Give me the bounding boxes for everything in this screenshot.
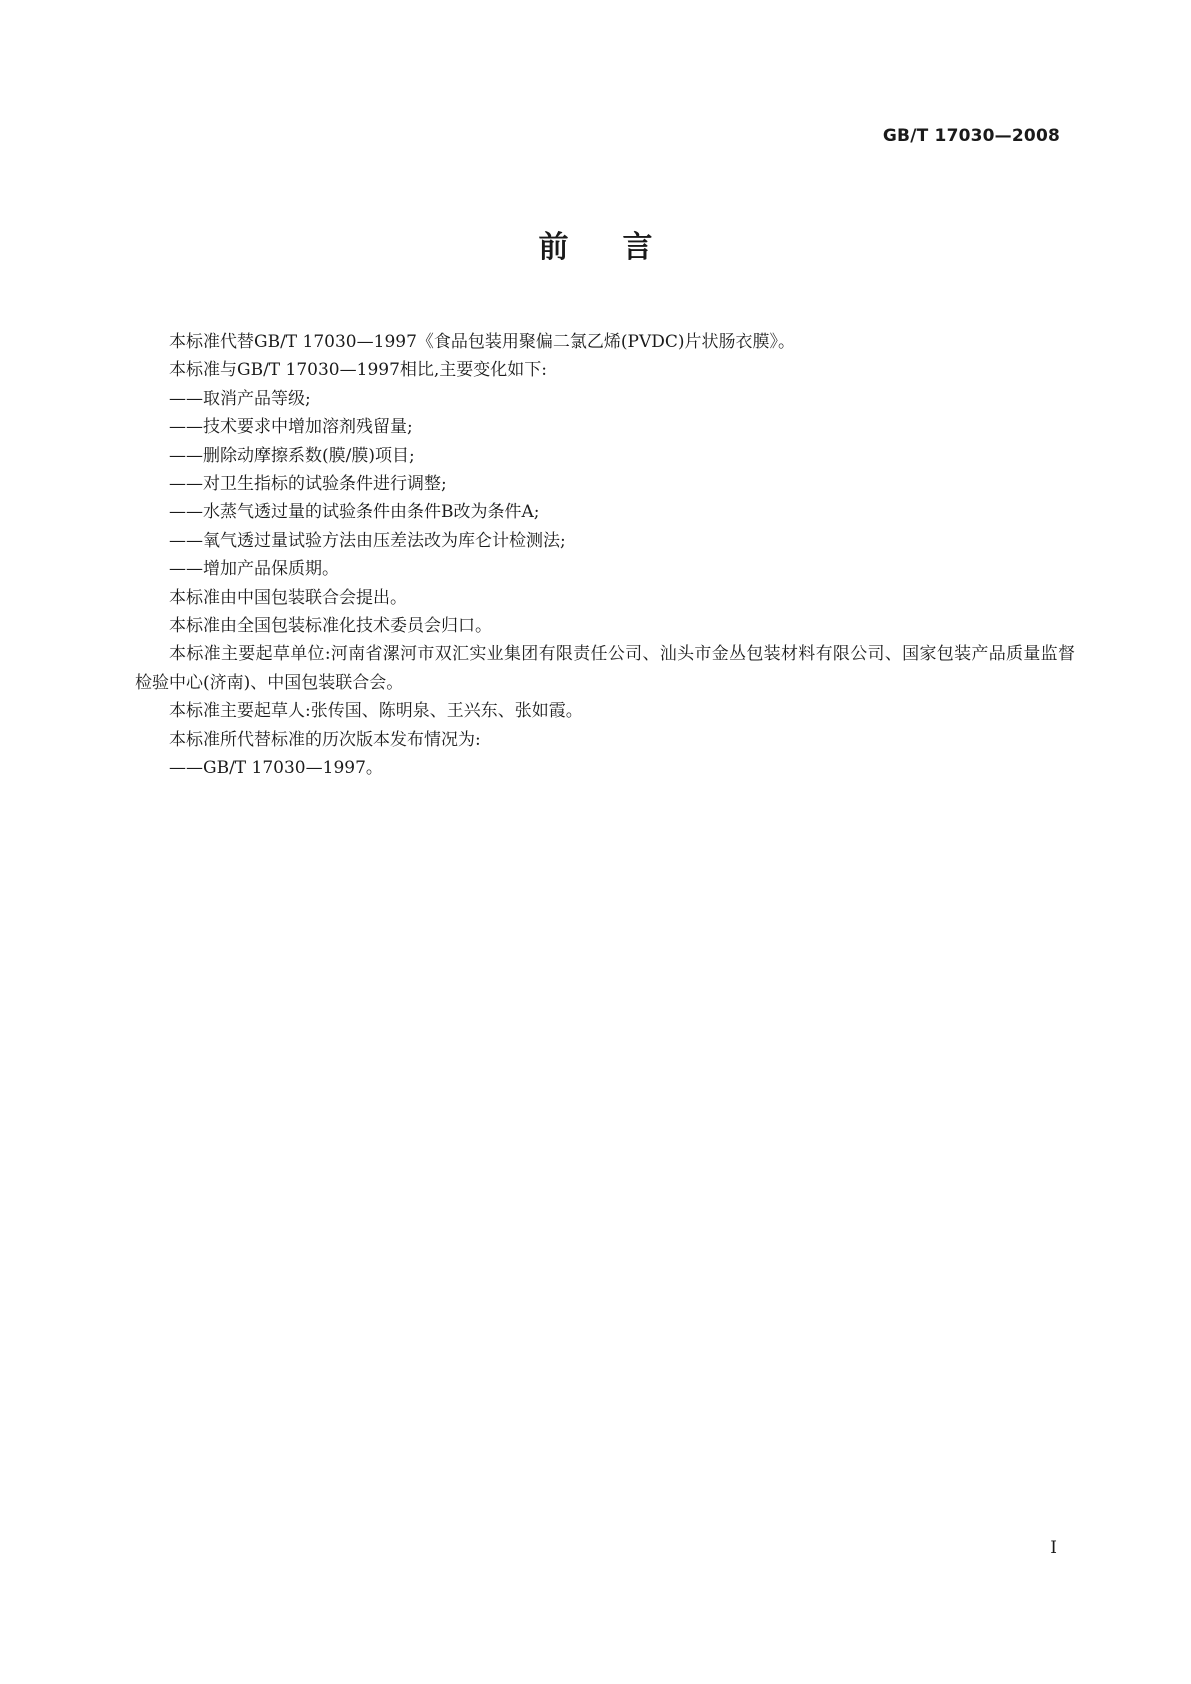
list-item: ——删除动摩擦系数(膜/膜)项目; <box>169 445 415 466</box>
list-item: ——取消产品等级; <box>169 388 311 409</box>
list-item: ——氧气透过量试验方法由压差法改为库仑计检测法; <box>169 530 566 551</box>
paragraph: 本标准主要起草单位:河南省漯河市双汇实业集团有限责任公司、汕头市金丛包装材料有限公司、国家包装产品质量监督检验中心(济南)、中国包装联合会。 <box>135 644 1075 693</box>
standard-number: GB/T 17030—2008 <box>882 126 1060 146</box>
paragraph: 本标准主要起草人:张传国、陈明泉、王兴东、张如霞。 <box>169 701 583 722</box>
document-body <box>135 328 1075 783</box>
list-item: ——技术要求中增加溶剂残留量; <box>169 417 413 438</box>
paragraph: 本标准代替GB/T 17030—1997《食品包装用聚偏二氯乙烯(PVDC)片状肠衣膜》。 <box>169 332 796 352</box>
page-title: 前言 <box>538 230 707 265</box>
list-item: ——对卫生指标的试验条件进行调整; <box>169 474 447 495</box>
paragraph: 本标准由全国包装标准化技术委员会归口。 <box>169 616 492 637</box>
list-item: ——GB/T 17030—1997。 <box>169 758 383 779</box>
list-item: ——增加产品保质期。 <box>169 559 339 580</box>
list-item: ——水蒸气透过量的试验条件由条件B改为条件A; <box>169 502 540 523</box>
page-number: I <box>1050 1538 1057 1558</box>
paragraph: 本标准所代替标准的历次版本发布情况为: <box>169 729 481 750</box>
paragraph: 本标准与GB/T 17030—1997相比,主要变化如下: <box>169 360 548 381</box>
paragraph: 本标准由中国包装联合会提出。 <box>169 587 407 608</box>
